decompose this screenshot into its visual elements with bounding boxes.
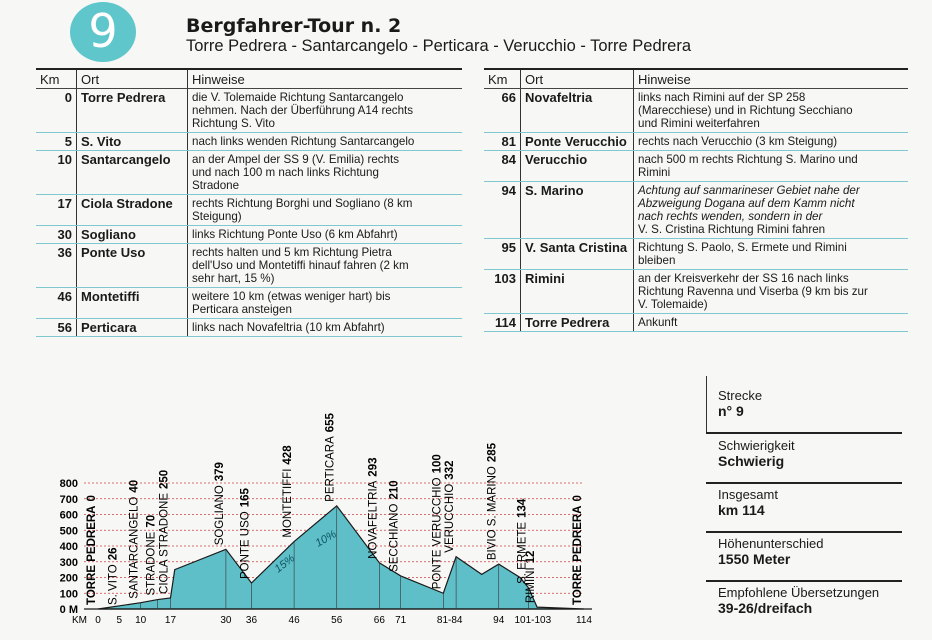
info-box xyxy=(706,436,902,484)
info-panel-divider xyxy=(706,376,707,432)
y-tick-label: 800 xyxy=(59,478,78,490)
y-tick-label: 500 xyxy=(59,525,78,538)
place-label xyxy=(86,495,98,605)
header-km: Km xyxy=(484,69,521,89)
x-tick-label: 30 xyxy=(220,615,232,626)
header-ort: Ort xyxy=(77,69,188,89)
place-altitude: 165 xyxy=(239,488,252,508)
header-ort: Ort xyxy=(521,69,634,89)
row-hinweise xyxy=(188,133,463,151)
place-altitude: 428 xyxy=(282,445,295,465)
info-label: Höhenunterschied xyxy=(718,536,824,551)
hinweis-line: rechts halten und 5 km Richtung Pietra xyxy=(192,246,392,259)
row-hinweise xyxy=(634,239,909,270)
hinweis-line: Abzweigung Dogana auf dem Kamm nicht xyxy=(638,197,855,210)
page-title: Bergfahrer-Tour n. 2 xyxy=(186,15,402,37)
row-hinweise xyxy=(188,195,463,226)
hinweis-line: V. S. Cristina Richtung Rimini fahren xyxy=(638,223,826,236)
route-row xyxy=(484,239,908,270)
row-hinweise xyxy=(188,319,463,337)
place-name: S. ERMETE xyxy=(516,521,529,584)
y-tick-label: 0 M xyxy=(59,604,78,616)
x-tick-label: 81-84 xyxy=(436,615,463,626)
row-km: 46 xyxy=(36,288,77,319)
y-tick-label: 200 xyxy=(59,572,78,585)
header-hinweise: Hinweise xyxy=(634,69,909,89)
hinweis-line: Richtung S. Paolo, S. Ermete und Rimini xyxy=(638,241,847,254)
place-name: MONTETIFFI xyxy=(282,468,295,538)
row-km: 36 xyxy=(36,244,77,288)
row-ort: Sogliano xyxy=(77,226,188,244)
route-row xyxy=(484,151,908,182)
place-name: SECCHIANO xyxy=(388,503,401,572)
place-altitude: 12 xyxy=(525,550,538,564)
place-altitude: 285 xyxy=(486,442,499,463)
row-ort: S. Vito xyxy=(77,133,188,151)
row-ort: Verucchio xyxy=(521,151,634,182)
place-name: VERUCCHIO xyxy=(444,483,457,553)
hinweis-line: weitere 10 km (etwas weniger hart) bis xyxy=(192,290,391,303)
x-tick-label: 66 xyxy=(373,615,385,626)
route-row xyxy=(484,314,908,332)
hinweis-line: Richtung Ravenna und Viserba (9 km bis zur xyxy=(638,285,868,298)
row-ort: Torre Pedrera xyxy=(77,89,188,133)
place-name: TORRE PEDRERA xyxy=(572,505,584,605)
info-value: 39-26/dreifach xyxy=(718,600,813,616)
route-row xyxy=(484,133,908,151)
info-box xyxy=(706,386,902,434)
row-ort: Novafeltria xyxy=(521,89,634,133)
row-ort: Montetiffi xyxy=(77,288,188,319)
route-row xyxy=(36,288,462,319)
row-hinweise xyxy=(634,314,909,332)
hinweis-line: Stradone xyxy=(192,179,240,192)
x-tick-label: 0 xyxy=(95,615,101,626)
row-ort: Santarcangelo xyxy=(77,151,188,195)
x-axis-label: KM xyxy=(72,615,87,626)
route-row xyxy=(484,89,908,133)
x-tick-label: 10 xyxy=(135,615,147,626)
place-altitude: 134 xyxy=(516,498,529,518)
place-label xyxy=(389,480,401,572)
x-tick-label: 101-103 xyxy=(514,615,552,626)
hinweis-line: Achtung auf sanmarineser Gebiet nahe der xyxy=(638,184,860,197)
row-km: 30 xyxy=(36,226,77,244)
route-row xyxy=(36,133,462,151)
place-label xyxy=(158,470,170,594)
hinweis-line: nehmen. Nach der Überführung A14 rechts xyxy=(192,104,414,117)
row-km: 84 xyxy=(484,151,521,182)
place-name: STRADONE xyxy=(145,531,158,596)
hinweis-line: und Rimini weiterfahren xyxy=(638,117,760,130)
header-hinweise: Hinweise xyxy=(188,69,463,89)
row-hinweise xyxy=(188,226,463,244)
info-label: Schwierigkeit xyxy=(718,438,795,453)
place-altitude: 332 xyxy=(444,460,457,480)
header-km: Km xyxy=(36,69,77,89)
place-label xyxy=(572,495,584,605)
info-box xyxy=(706,485,902,533)
place-name: S. VITO xyxy=(107,564,120,605)
place-altitude: 26 xyxy=(107,547,120,561)
place-label xyxy=(444,461,456,553)
place-label xyxy=(325,412,337,501)
place-label xyxy=(282,445,294,538)
place-label xyxy=(487,442,499,560)
row-km: 66 xyxy=(484,89,521,133)
hinweis-line: nach links wenden Richtung Santarcangelo xyxy=(192,135,415,148)
place-altitude: 70 xyxy=(145,514,158,528)
page-subtitle: Torre Pedrera - Santarcangelo - Perticara - Verucchio - Torre Pedrera xyxy=(186,37,692,55)
place-name: SOGLIANO xyxy=(213,485,226,546)
hinweis-line: V. Tolemaide) xyxy=(638,298,708,311)
route-row xyxy=(36,89,462,133)
route-row xyxy=(36,151,462,195)
row-ort: S. Marino xyxy=(521,182,634,239)
hinweis-line: Rimini xyxy=(638,166,671,179)
row-hinweise xyxy=(634,270,909,314)
place-name: TORRE PEDRERA xyxy=(86,505,98,605)
info-box xyxy=(706,534,902,582)
route-row xyxy=(484,270,908,314)
row-hinweise xyxy=(634,89,909,133)
place-altitude: 0 xyxy=(86,495,98,502)
hinweis-line: und nach 100 m nach links Richtung xyxy=(192,166,379,179)
row-hinweise xyxy=(188,89,463,133)
row-ort: Rimini xyxy=(521,270,634,314)
route-table-right xyxy=(484,68,908,332)
row-km: 103 xyxy=(484,270,521,314)
x-tick-label: 71 xyxy=(395,615,407,626)
place-altitude: 655 xyxy=(324,413,337,433)
hinweis-line: Richtung S. Vito xyxy=(192,117,275,130)
y-tick-label: 700 xyxy=(59,493,78,506)
row-ort: Ponte Uso xyxy=(77,244,188,288)
place-label xyxy=(146,515,158,596)
row-hinweise xyxy=(634,182,909,239)
x-tick-label: 94 xyxy=(493,615,505,626)
y-tick-label: 300 xyxy=(59,556,78,569)
row-km: 10 xyxy=(36,151,77,195)
elevation-area xyxy=(98,506,584,609)
place-name: CIOLA STRADONE xyxy=(158,493,171,594)
tour-number-badge: 9 xyxy=(70,2,136,62)
place-label xyxy=(367,457,379,558)
route-row xyxy=(484,182,908,239)
place-altitude: 210 xyxy=(388,480,401,500)
place-label xyxy=(239,487,251,579)
x-tick-label: 46 xyxy=(288,615,300,626)
place-name: NOVAFELTRIA xyxy=(367,480,380,559)
hinweis-line: rechts Richtung Borghi und Sogliano (8 km xyxy=(192,197,413,210)
hinweis-line: bleiben xyxy=(638,254,676,267)
row-hinweise xyxy=(188,244,463,288)
place-altitude: 379 xyxy=(213,462,226,482)
y-tick-label: 400 xyxy=(59,541,78,553)
x-tick-label: 36 xyxy=(245,615,258,626)
place-name: RIMINI xyxy=(525,567,538,604)
info-label: Empfohlene Übersetzungen xyxy=(718,585,880,600)
gradient-label: 10% xyxy=(313,528,339,550)
elevation-profile-chart xyxy=(0,395,640,635)
info-label: Strecke xyxy=(718,388,763,403)
hinweis-line: nach rechts wenden, sondern in der xyxy=(638,210,823,223)
route-row xyxy=(36,319,462,337)
hinweis-line: dell'Uso und Montetiffi hinauf fahren (2 km xyxy=(192,259,409,272)
info-value: n° 9 xyxy=(718,403,744,419)
x-tick-label: 114 xyxy=(576,615,592,626)
gradient-label: 15% xyxy=(272,552,298,576)
row-ort: V. Santa Cristina xyxy=(521,239,634,270)
place-altitude: 250 xyxy=(158,469,171,490)
row-ort: Ponte Verucchio xyxy=(521,133,634,151)
info-value: 1550 Meter xyxy=(718,551,791,567)
x-tick-label: 5 xyxy=(116,615,123,626)
place-altitude: 0 xyxy=(572,495,584,502)
info-value: km 114 xyxy=(718,502,765,518)
hinweis-line: Perticara ansteigen xyxy=(192,303,292,316)
row-hinweise xyxy=(188,151,463,195)
hinweis-line: an der Kreisverkehr der SS 16 nach links xyxy=(638,272,849,285)
hinweis-line: nach 500 m rechts Richtung S. Marino und xyxy=(638,153,858,166)
hinweis-line: die V. Tolemaide Richtung Santarcangelo xyxy=(192,91,404,104)
info-value: Schwierig xyxy=(718,453,785,469)
row-hinweise xyxy=(634,133,909,151)
row-ort: Ciola Stradone xyxy=(77,195,188,226)
place-altitude: 100 xyxy=(431,454,444,474)
place-name: PONTE VERUCCHIO xyxy=(431,477,444,590)
place-altitude: 293 xyxy=(367,457,380,477)
hinweis-line: sehr hart, 15 %) xyxy=(192,272,275,285)
place-label xyxy=(525,551,537,604)
y-tick-label: 100 xyxy=(59,588,78,601)
info-box xyxy=(706,583,902,629)
route-row xyxy=(36,244,462,288)
row-km: 81 xyxy=(484,133,521,151)
route-row xyxy=(36,226,462,244)
place-name: PONTE USO xyxy=(239,511,252,580)
place-altitude: 40 xyxy=(128,479,141,493)
hinweis-line: Ankunft xyxy=(638,316,678,329)
place-label xyxy=(214,462,226,545)
row-km: 114 xyxy=(484,314,521,332)
row-km: 5 xyxy=(36,133,77,151)
place-label xyxy=(107,548,119,606)
place-label xyxy=(129,480,141,599)
place-name: SANTARCANGELO xyxy=(128,496,141,599)
row-km: 0 xyxy=(36,89,77,133)
x-tick-label: 17 xyxy=(164,615,177,626)
row-hinweise xyxy=(634,151,909,182)
hinweis-line: rechts nach Verucchio (3 km Steigung) xyxy=(638,135,838,148)
place-name: PERTICARA xyxy=(324,436,337,502)
place-name: BIVIO S. MARINO xyxy=(486,466,499,561)
route-table-left xyxy=(36,68,462,337)
hinweis-line: links nach Rimini auf der SP 258 xyxy=(638,91,806,104)
place-label xyxy=(431,454,443,589)
row-hinweise xyxy=(188,288,463,319)
route-row xyxy=(36,195,462,226)
info-label: Insgesamt xyxy=(718,487,778,502)
hinweis-line: Steigung) xyxy=(192,210,242,223)
hinweis-line: links nach Novafeltria (10 km Abfahrt) xyxy=(192,321,385,334)
hinweis-line: an der Ampel der SS 9 (V. Emilia) rechts xyxy=(192,153,400,166)
row-ort: Torre Pedrera xyxy=(521,314,634,332)
y-tick-label: 600 xyxy=(59,509,78,522)
row-km: 56 xyxy=(36,319,77,337)
hinweis-line: (Marecchiese) und in Richtung Secchiano xyxy=(638,104,853,117)
row-km: 17 xyxy=(36,195,77,226)
row-km: 95 xyxy=(484,239,521,270)
row-ort: Perticara xyxy=(77,319,188,337)
row-km: 94 xyxy=(484,182,521,239)
hinweis-line: links Richtung Ponte Uso (6 km Abfahrt) xyxy=(192,228,398,241)
x-tick-label: 56 xyxy=(331,615,343,626)
